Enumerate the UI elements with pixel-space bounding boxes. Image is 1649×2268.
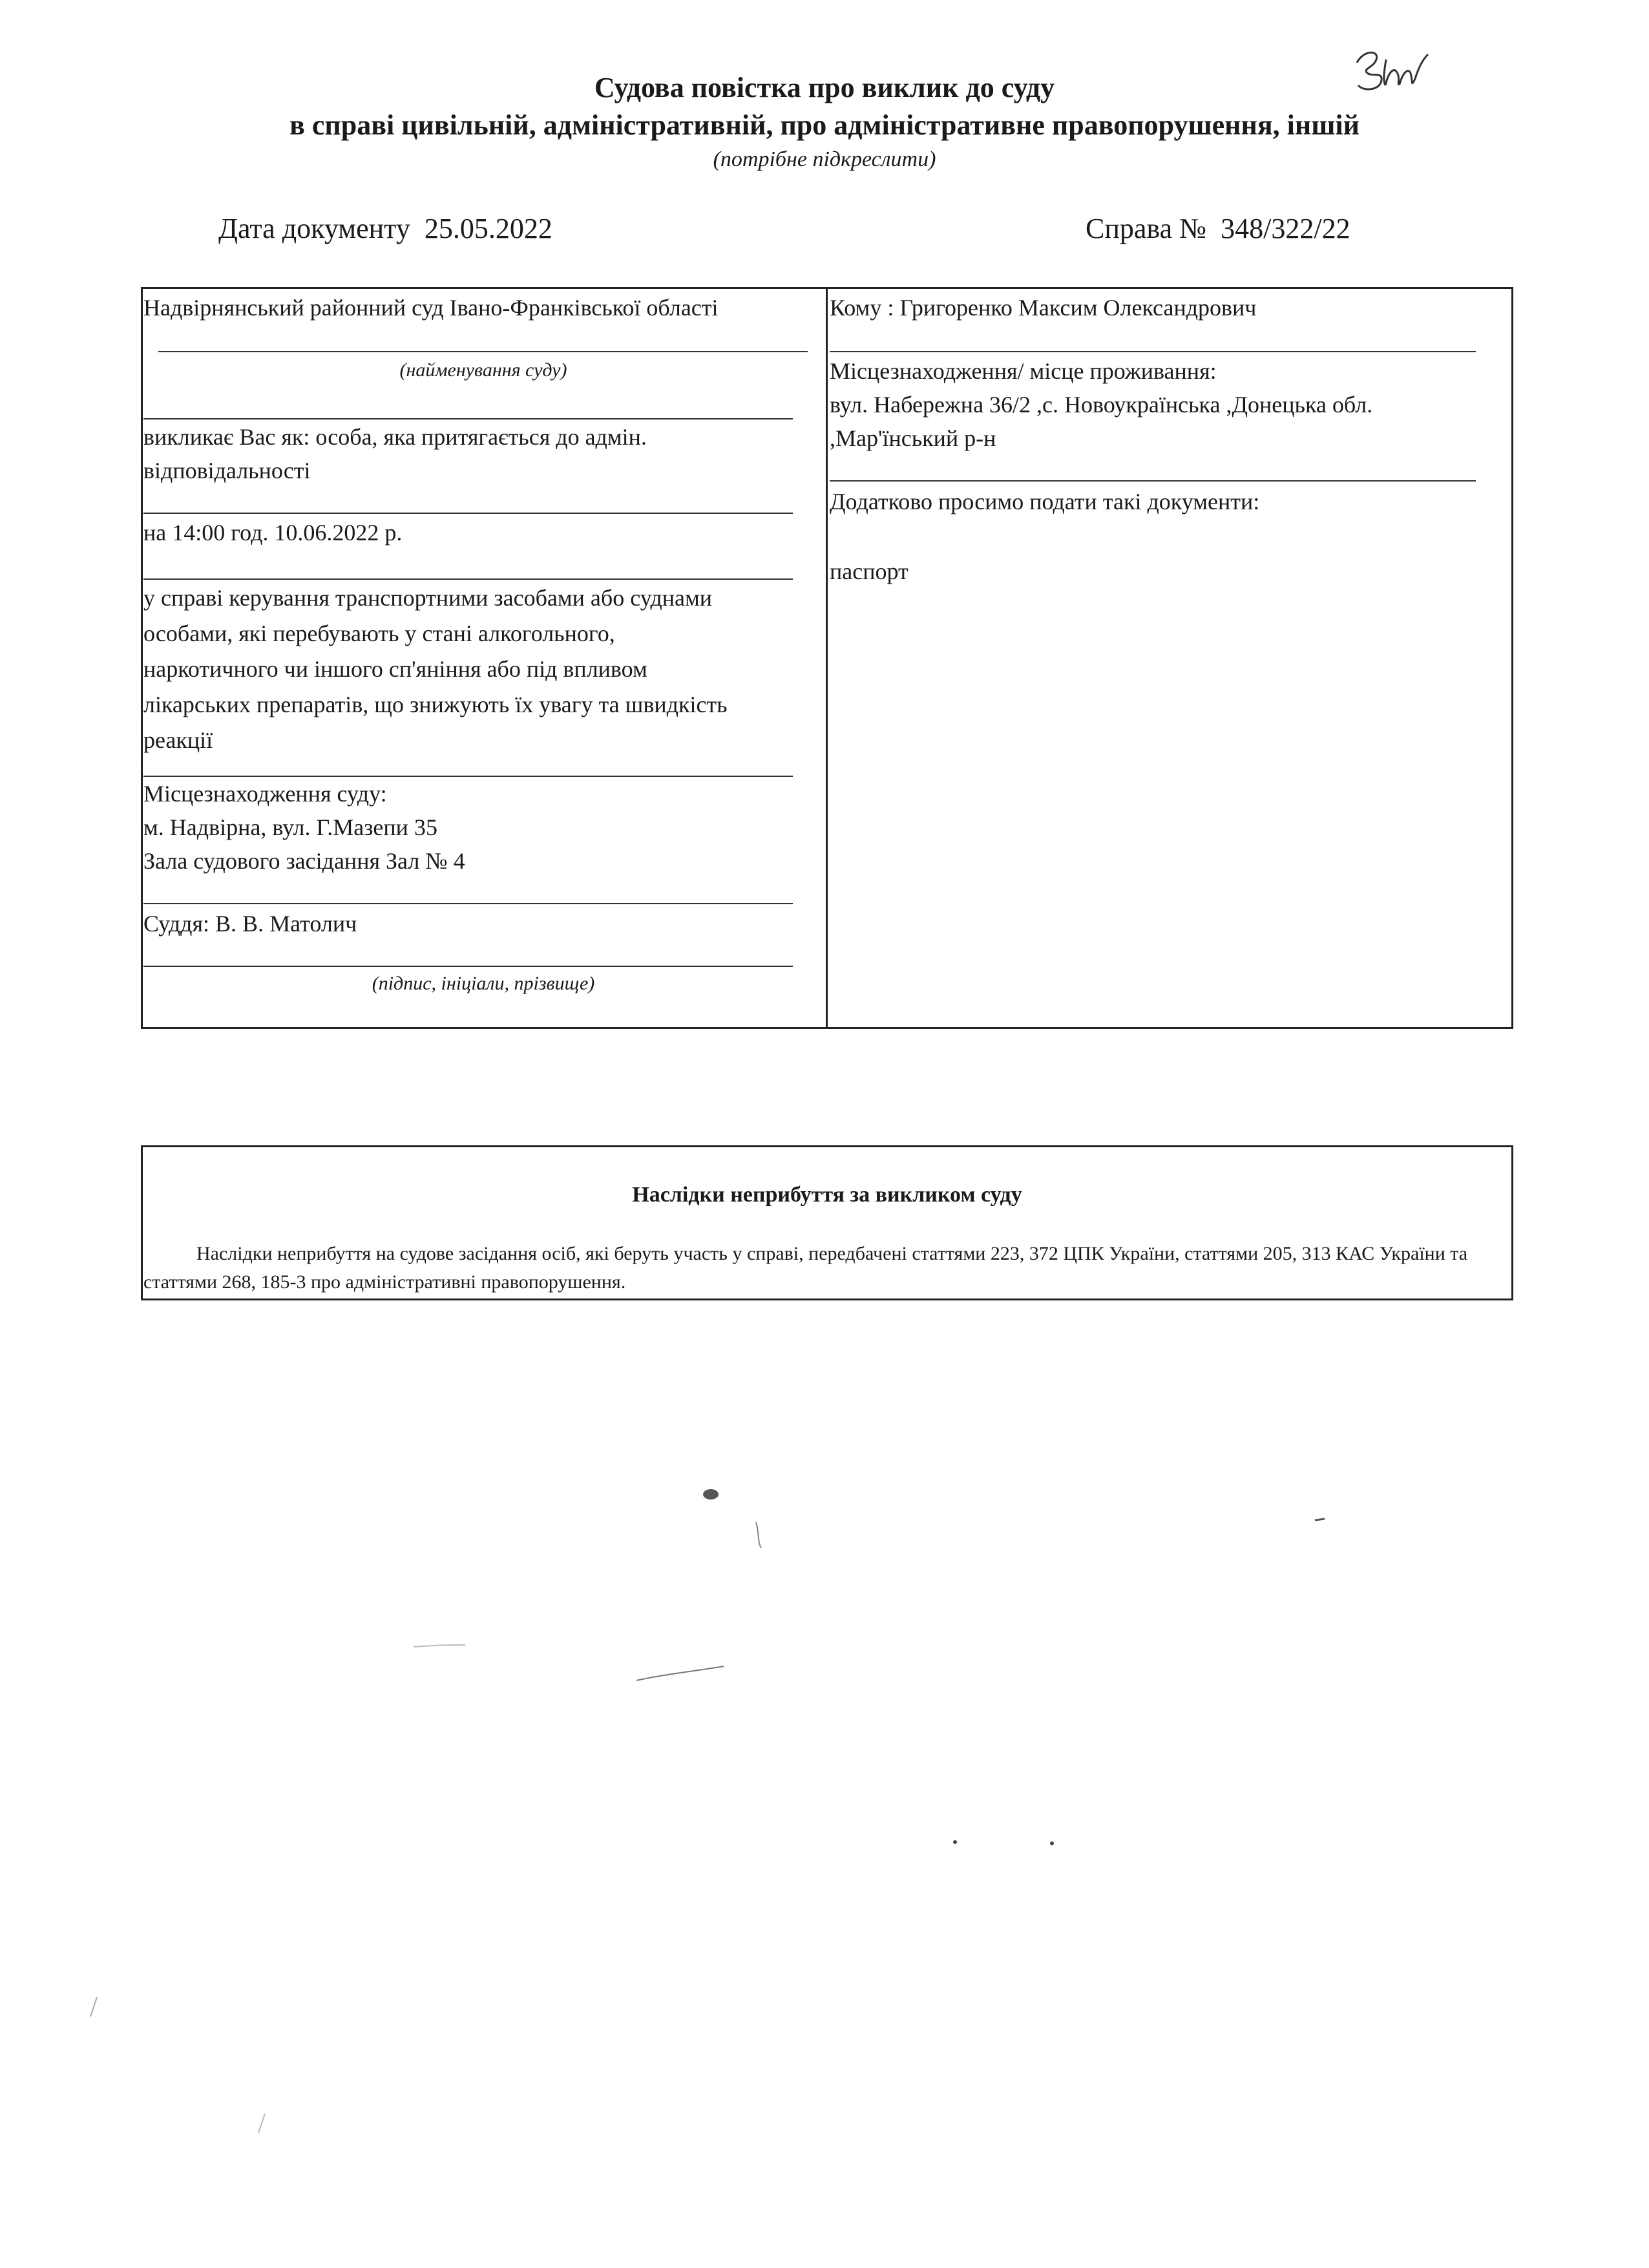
- handwritten-mark: [1344, 40, 1441, 98]
- court-location-label: Місцезнаходження суду:: [143, 781, 387, 807]
- recipient-address-line2: ,Мар'їнський р-н: [830, 425, 996, 451]
- separator-rule: [830, 351, 1476, 352]
- recipient-address-label: Місцезнаходження/ місце проживання:: [830, 358, 1217, 384]
- scan-speck: [703, 1489, 719, 1500]
- document-date: [218, 212, 552, 245]
- underline-note: (потрібне підкреслити): [713, 147, 936, 171]
- court-caption: (найменування суду): [399, 359, 567, 381]
- document-title: Судова повістка про виклик до суду: [594, 72, 1055, 103]
- case-description-line: особами, які перебувають у стані алкогольного,: [143, 620, 615, 646]
- scan-speck: [953, 1840, 957, 1844]
- judge-name: Суддя: В. В. Матолич: [143, 911, 357, 937]
- scan-speck: [1050, 1841, 1054, 1845]
- separator-rule: [830, 480, 1476, 482]
- separator-rule: [143, 903, 793, 904]
- scan-speck: [90, 1997, 97, 2017]
- date-value: 25.05.2022: [424, 213, 552, 244]
- case-description-line: наркотичного чи іншого сп'яніння або під впливом: [143, 656, 647, 682]
- hearing-time: на 14:00 год. 10.06.2022 р.: [143, 520, 403, 546]
- recipient-address-line1: вул. Набережна 36/2 ,с. Новоукраїнська ,Донецька обл.: [830, 392, 1373, 418]
- scan-speck: [258, 2114, 265, 2133]
- case-description: [143, 580, 728, 758]
- case-description-line: у справі керування транспортними засобами або суднами: [143, 585, 713, 611]
- court-location-address: м. Надвірна, вул. Г.Мазепи 35: [143, 814, 437, 840]
- additional-docs-label: Додатково просимо подати такі документи:: [830, 489, 1260, 514]
- recipient-name: Кому : Григоренко Максим Олександрович: [830, 295, 1257, 321]
- courtroom: Зала судового засідання Зал № 4: [143, 848, 465, 874]
- signature-caption: (підпис, ініціали, прізвище): [372, 973, 595, 994]
- summons-role-line2: відповідальності: [143, 458, 311, 483]
- table-column-divider: [826, 287, 828, 1029]
- case-number: [1086, 212, 1350, 245]
- consequences-text: Наслідки неприбуття на судове засідання осіб, які беруть участь у справі, передбачені статтями 223, 372 ЦПК України, статтями 205, 313 КАС України та статтями 268, 185-3 про адміністративні правопорушення.: [143, 1243, 1468, 1293]
- scan-speck: [1315, 1519, 1325, 1520]
- date-label: Дата документу: [218, 213, 410, 244]
- separator-rule: [143, 578, 793, 580]
- case-description-line: реакції: [143, 727, 213, 753]
- separator-rule: [143, 513, 793, 514]
- additional-docs-value: паспорт: [830, 558, 909, 584]
- scan-speck: [636, 1666, 724, 1680]
- consequences-title: Наслідки неприбуття за викликом суду: [632, 1183, 1022, 1207]
- court-name-rule: [158, 351, 808, 352]
- court-name: Надвірнянський районний суд Івано-Франківської області: [143, 295, 719, 321]
- summons-role-line1: викликає Вас як: особа, яка притягається до адмін.: [143, 424, 647, 450]
- scan-speck: [414, 1645, 465, 1647]
- case-value: 348/322/22: [1221, 213, 1350, 244]
- signature-rule: [143, 966, 793, 967]
- case-label: Справа №: [1086, 213, 1207, 244]
- separator-rule: [143, 418, 793, 419]
- scan-speck: [756, 1522, 761, 1548]
- case-description-line: лікарських препаратів, що знижують їх увагу та швидкість: [143, 692, 728, 717]
- document-subtitle: в справі цивільній, адміністративній, про адміністративне правопорушення, іншій: [289, 109, 1360, 141]
